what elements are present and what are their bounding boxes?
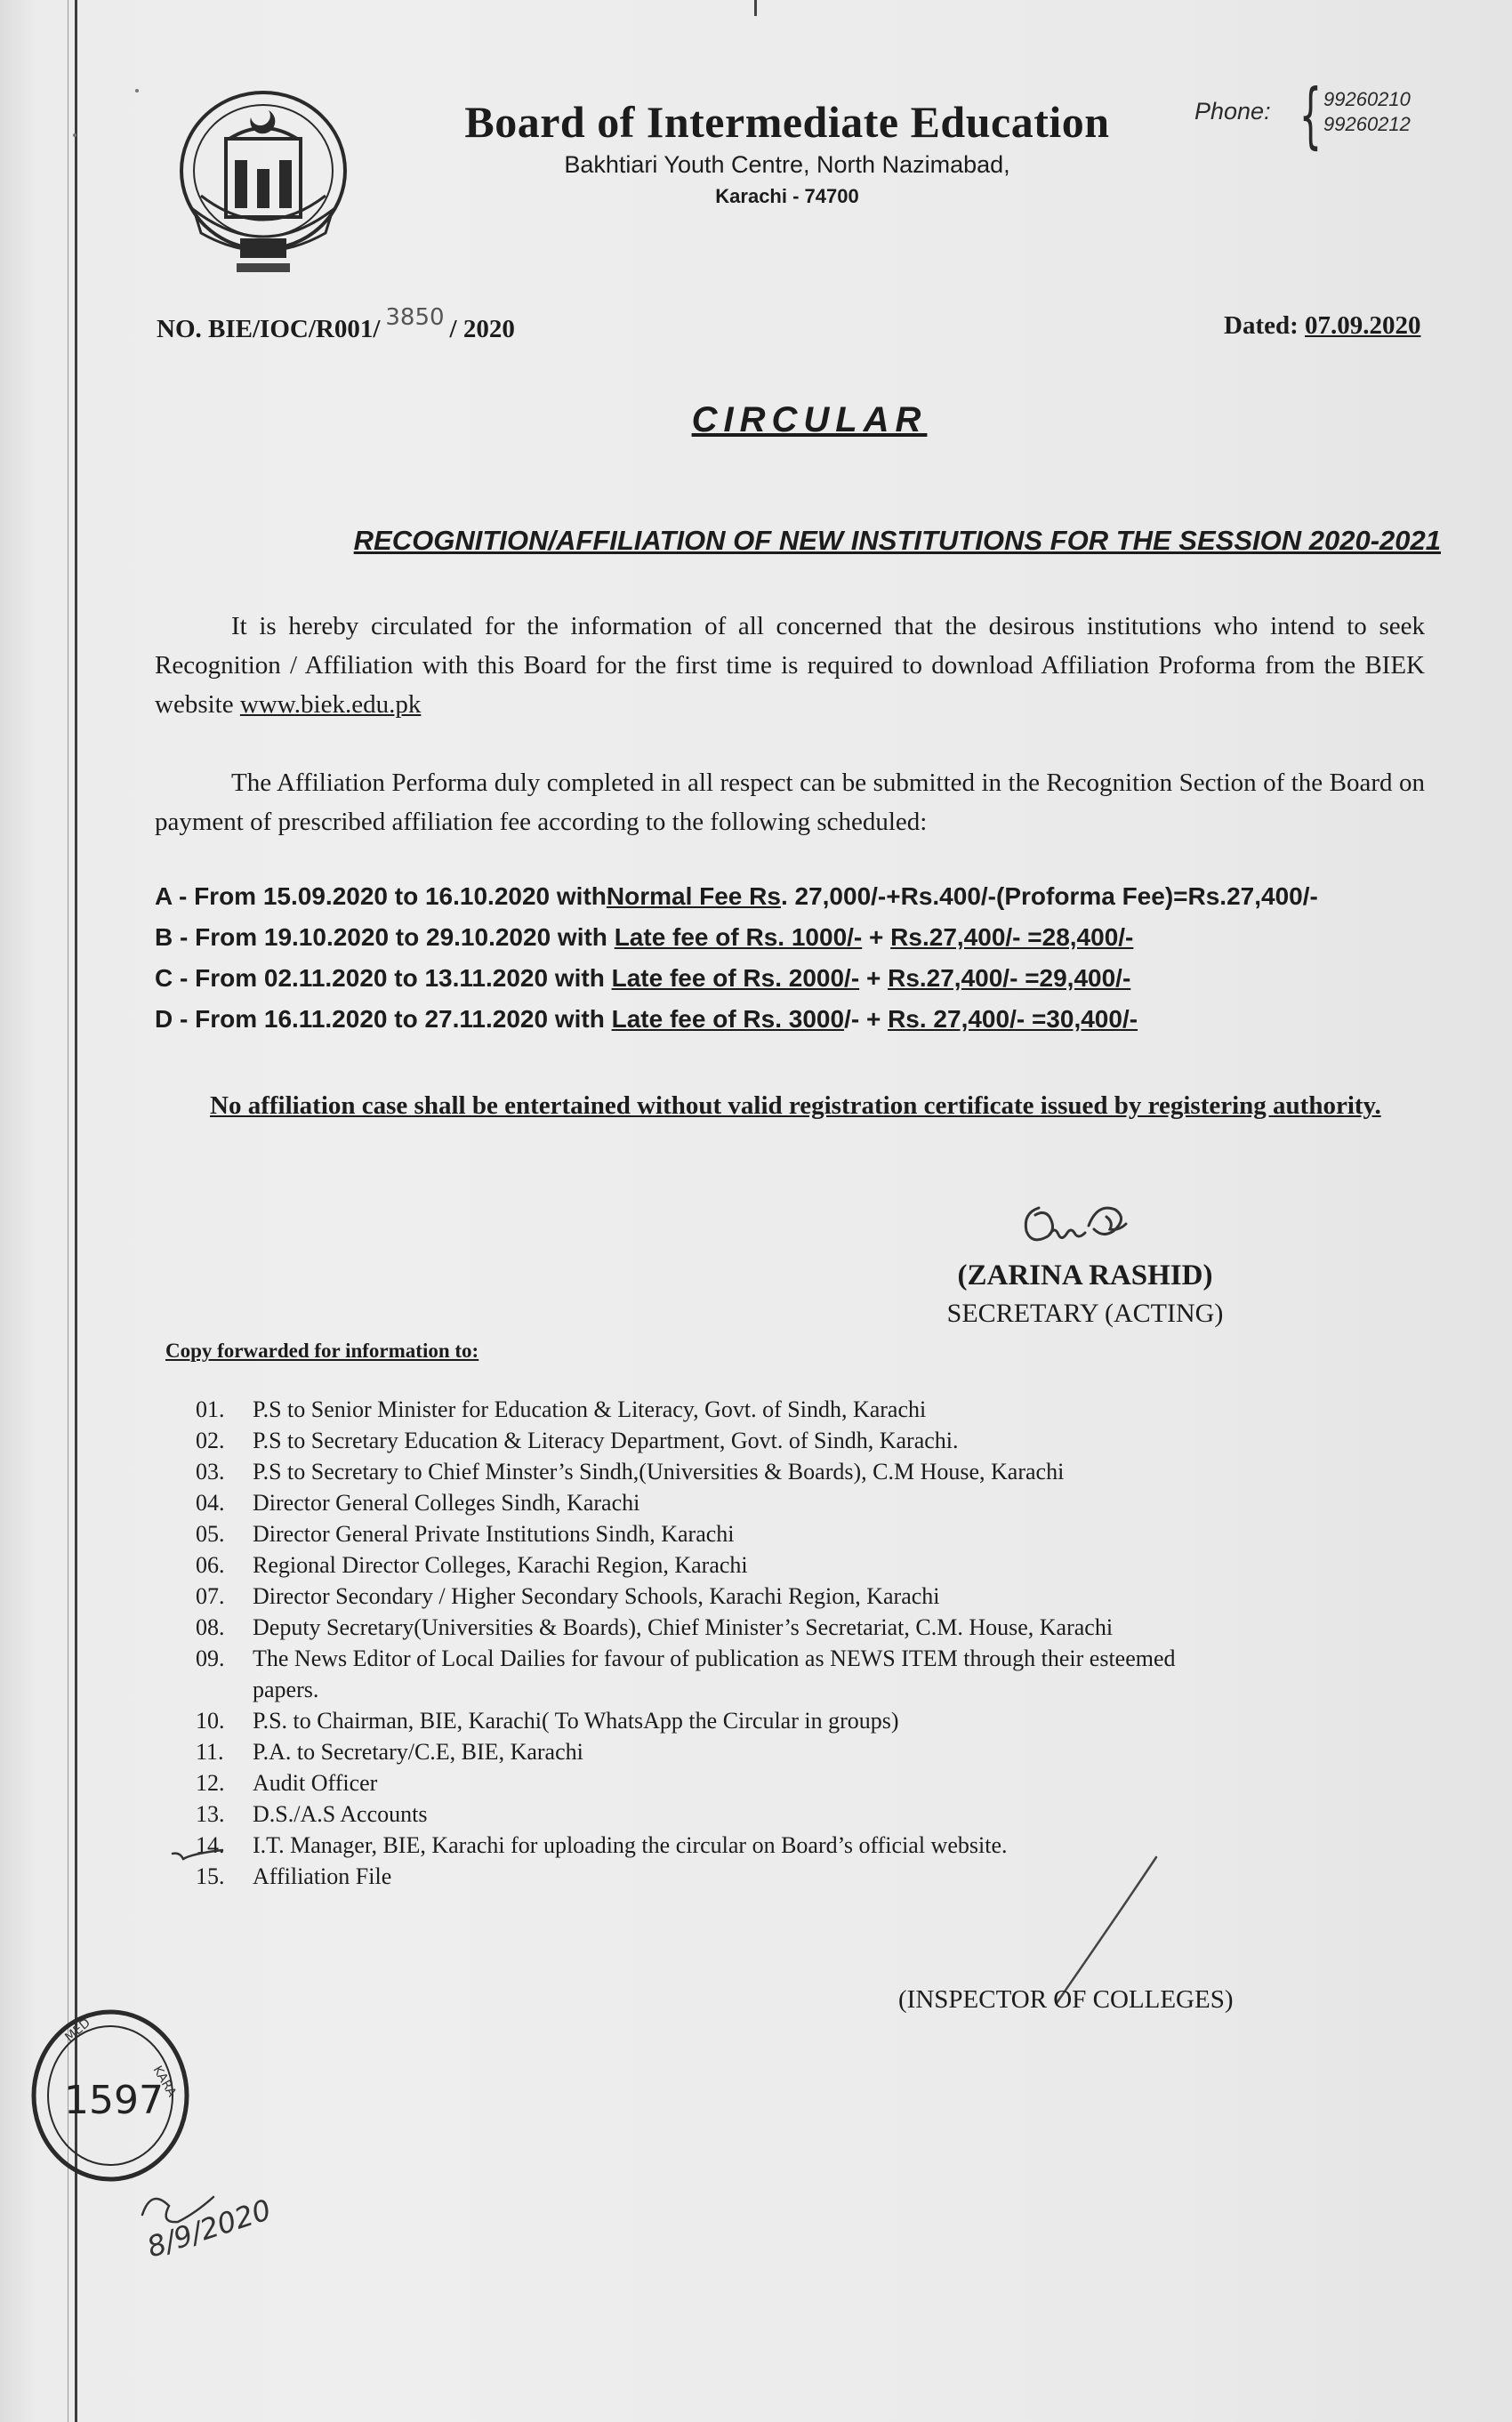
schedule-fee: Late fee of Rs. 2000/- — [611, 964, 860, 992]
list-text: Affiliation File — [253, 1863, 392, 1889]
schedule-fee: Late fee of Rs. 3000 — [611, 1005, 845, 1033]
list-item — [196, 1581, 1316, 1612]
list-number: 08. — [196, 1614, 225, 1640]
dated-label: Dated: — [1224, 311, 1299, 340]
list-number: 09. — [196, 1646, 225, 1671]
list-number: 11. — [196, 1739, 224, 1765]
list-item — [196, 1456, 1316, 1487]
list-number: 05. — [196, 1521, 225, 1547]
notice-text: No affiliation case shall be entertained without valid registration certificate issued by registering authority. — [210, 1091, 1381, 1120]
svg-text:KARA: KARA — [149, 2064, 180, 2100]
schedule-detail: + — [859, 964, 889, 992]
list-number: 06. — [196, 1552, 225, 1578]
copy-forwarded-list — [196, 1394, 1316, 1892]
list-number: 01. — [196, 1396, 225, 1422]
phone-numbers — [1323, 87, 1411, 137]
list-item — [196, 1643, 1316, 1705]
org-name: Board of Intermediate Education — [464, 97, 1110, 147]
list-text: P.S. to Chairman, BIE, Karachi( To WhatsApp the Circular in groups) — [253, 1708, 899, 1734]
list-text: D.S./A.S Accounts — [253, 1801, 428, 1827]
list-number: 12. — [196, 1770, 225, 1796]
signature-icon — [1014, 1190, 1147, 1258]
schedule-detail: . 27,000/-+Rs.400/-(Proforma Fee)=Rs.27,400/- — [780, 882, 1318, 910]
schedule-dates: C - From 02.11.2020 to 13.11.2020 with — [155, 964, 612, 992]
list-item — [196, 1549, 1316, 1581]
phone-label: Phone: — [1194, 98, 1271, 125]
stamp-number: 1597 — [64, 2078, 164, 2123]
org-city: Karachi - 74700 — [715, 185, 859, 207]
list-text: Audit Officer — [253, 1770, 378, 1796]
inspector-title: (INSPECTOR OF COLLEGES) — [898, 1985, 1234, 2014]
list-text: Director Secondary / Higher Secondary Schools, Karachi Region, Karachi — [253, 1583, 940, 1609]
schedule-total: Rs.27,400/- =28,400/- — [890, 923, 1134, 951]
list-item — [196, 1612, 1316, 1643]
handwritten-date: 8/9/2020 — [142, 2193, 276, 2265]
list-text: Director General Private Institutions Sindh, Karachi — [253, 1521, 735, 1547]
reference-number — [157, 304, 515, 344]
tick-mark-icon — [171, 1843, 224, 1864]
list-item — [196, 1736, 1316, 1767]
circular-title: CIRCULAR — [691, 400, 928, 439]
list-text: P.S to Secretary to Chief Minster’s Sindh,(Universities & Boards), C.M House, Karachi — [253, 1459, 1065, 1485]
list-text: P.A. to Secretary/C.E, BIE, Karachi — [253, 1739, 583, 1765]
list-text: I.T. Manager, BIE, Karachi for uploading the circular on Board’s official website. — [253, 1832, 1008, 1858]
phone-number: 99260210 — [1323, 88, 1411, 110]
copy-forwarded-heading: Copy forwarded for information to: — [165, 1340, 479, 1362]
speck — [135, 89, 139, 93]
schedule-dates: D - From 16.11.2020 to 27.11.2020 with — [155, 1005, 612, 1033]
list-text: P.S to Secretary Education & Literacy Department, Govt. of Sindh, Karachi. — [253, 1428, 959, 1453]
list-number: 02. — [196, 1428, 225, 1453]
list-number: 03. — [196, 1459, 225, 1485]
org-address: Bakhtiari Youth Centre, North Nazimabad, — [564, 151, 1010, 178]
list-item — [196, 1767, 1316, 1798]
subject-line: RECOGNITION/AFFILIATION OF NEW INSTITUTIONS FOR THE SESSION 2020-2021 — [353, 525, 1441, 556]
schedule-row — [155, 876, 1453, 917]
phone-number: 99260212 — [1323, 113, 1411, 135]
fee-schedule — [155, 876, 1453, 1040]
schedule-fee: Normal Fee Rs — [606, 882, 781, 910]
website-link[interactable]: www.biek.edu.pk — [239, 690, 422, 719]
schedule-dates: A - From 15.09.2020 to 16.10.2020 with — [155, 882, 607, 910]
board-seal-icon — [174, 85, 352, 295]
list-item — [196, 1425, 1316, 1456]
list-text: The News Editor of Local Dailies for favour of publication as NEWS ITEM through their esteemed papers. — [253, 1646, 1176, 1702]
list-text: Deputy Secretary(Universities & Boards), Chief Minister’s Secretariat, C.M. House, Karachi — [253, 1614, 1114, 1640]
phone-brace: { — [1299, 74, 1323, 157]
schedule-total: Rs.27,400/- =29,400/- — [888, 964, 1131, 992]
list-number: 07. — [196, 1583, 225, 1609]
list-number: 10. — [196, 1708, 225, 1734]
list-text: Regional Director Colleges, Karachi Region, Karachi — [253, 1552, 748, 1578]
reference-suffix: / 2020 — [449, 315, 515, 343]
schedule-row — [155, 999, 1453, 1040]
list-number: 04. — [196, 1490, 225, 1516]
schedule-fee: Late fee of Rs. 1000/- — [614, 923, 863, 951]
list-number: 13. — [196, 1801, 225, 1827]
handwritten-date-icon — [125, 2152, 302, 2277]
list-text: P.S to Senior Minister for Education & Literacy, Govt. of Sindh, Karachi — [253, 1396, 927, 1422]
speck — [73, 133, 76, 137]
schedule-row — [155, 917, 1453, 958]
signatory-name: (ZARINA RASHID) — [957, 1259, 1213, 1291]
svg-text:MED: MED — [62, 2016, 93, 2046]
paragraph-submission: The Affiliation Performa duly completed in all respect can be submitted in the Recognition Section of the Board on payment of prescribed affiliation fee according to the following scheduled: — [155, 768, 1425, 836]
date-line — [1224, 311, 1421, 341]
schedule-detail: + — [862, 923, 891, 951]
list-text: Director General Colleges Sindh, Karachi — [253, 1490, 640, 1516]
list-item — [196, 1394, 1316, 1425]
schedule-total: Rs. 27,400/- =30,400/- — [888, 1005, 1138, 1033]
list-item — [196, 1798, 1316, 1830]
signatory-title: SECRETARY (ACTING) — [946, 1299, 1224, 1328]
list-item — [196, 1487, 1316, 1518]
schedule-row — [155, 958, 1453, 999]
paragraph-intro — [155, 607, 1425, 724]
list-number: 14. — [196, 1832, 225, 1858]
schedule-detail: /- + — [844, 1005, 889, 1033]
list-item — [196, 1705, 1316, 1736]
paragraph-text: It is hereby circulated for the information of all concerned that the desirous institutions who intend to seek Recognition / Affiliation with this Board for the first time is required to download Affiliation Proforma from the BIEK website — [155, 612, 1425, 719]
schedule-dates: B - From 19.10.2020 to 29.10.2020 with — [155, 923, 615, 951]
list-item — [196, 1518, 1316, 1549]
list-number: 15. — [196, 1863, 225, 1889]
punch-mark — [754, 0, 757, 16]
reference-prefix: NO. BIE/IOC/R001/ — [157, 315, 381, 343]
handwritten-number: 3850 — [385, 304, 445, 331]
dated-value: 07.09.2020 — [1305, 311, 1421, 340]
